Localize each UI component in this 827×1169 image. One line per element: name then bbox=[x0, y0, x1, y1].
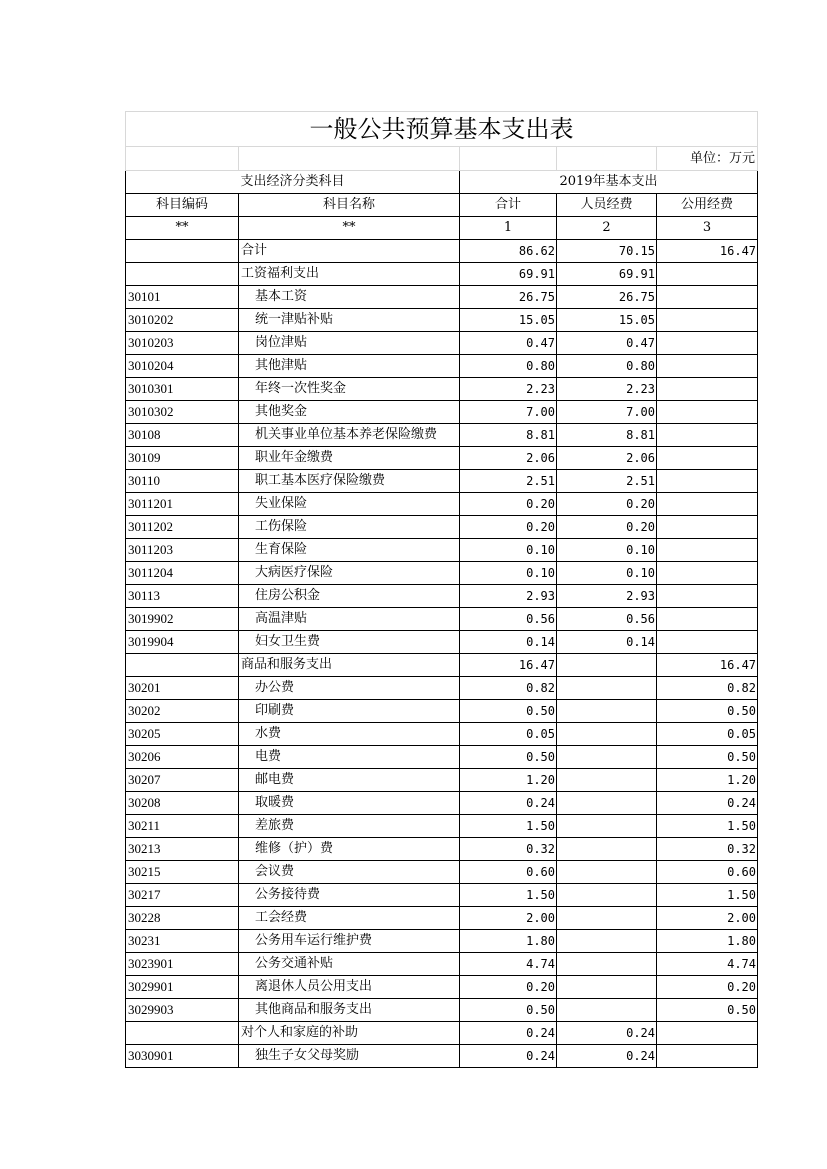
row-public bbox=[657, 1022, 758, 1045]
table-row bbox=[126, 562, 758, 585]
row-total: 86.62 bbox=[460, 240, 557, 263]
row-name: 生育保险 bbox=[239, 539, 460, 562]
row-name: 住房公积金 bbox=[239, 585, 460, 608]
row-public bbox=[657, 1045, 758, 1068]
row-public bbox=[657, 516, 758, 539]
row-public: 0.05 bbox=[657, 723, 758, 746]
row-total: 0.50 bbox=[460, 700, 557, 723]
row-total: 1.20 bbox=[460, 769, 557, 792]
row-name: 年终一次性奖金 bbox=[239, 378, 460, 401]
row-personnel bbox=[557, 930, 657, 953]
row-public bbox=[657, 585, 758, 608]
index-personnel: 2 bbox=[557, 217, 657, 240]
row-name: 其他奖金 bbox=[239, 401, 460, 424]
row-total: 0.47 bbox=[460, 332, 557, 355]
table-row bbox=[126, 999, 758, 1022]
table-row bbox=[126, 815, 758, 838]
row-total: 69.91 bbox=[460, 263, 557, 286]
row-public bbox=[657, 286, 758, 309]
row-personnel: 0.24 bbox=[557, 1022, 657, 1045]
row-total: 7.00 bbox=[460, 401, 557, 424]
row-personnel bbox=[557, 700, 657, 723]
row-public: 0.20 bbox=[657, 976, 758, 999]
row-total: 0.20 bbox=[460, 516, 557, 539]
row-personnel: 0.20 bbox=[557, 493, 657, 516]
row-name: 公务接待费 bbox=[239, 884, 460, 907]
row-total: 16.47 bbox=[460, 654, 557, 677]
row-public bbox=[657, 309, 758, 332]
row-code: 30101 bbox=[126, 286, 239, 309]
index-total: 1 bbox=[460, 217, 557, 240]
row-public: 1.80 bbox=[657, 930, 758, 953]
row-public: 4.74 bbox=[657, 953, 758, 976]
row-public bbox=[657, 608, 758, 631]
header-personnel: 人员经费 bbox=[557, 194, 657, 217]
table-row bbox=[126, 1022, 758, 1045]
row-total: 0.80 bbox=[460, 355, 557, 378]
row-personnel bbox=[557, 746, 657, 769]
row-personnel: 70.15 bbox=[557, 240, 657, 263]
table-row bbox=[126, 631, 758, 654]
row-total: 0.24 bbox=[460, 1045, 557, 1068]
table-row bbox=[126, 470, 758, 493]
empty-cell bbox=[557, 147, 657, 171]
row-personnel bbox=[557, 792, 657, 815]
table-row bbox=[126, 976, 758, 999]
unit-row bbox=[126, 147, 758, 171]
row-personnel: 0.56 bbox=[557, 608, 657, 631]
row-total: 0.82 bbox=[460, 677, 557, 700]
row-code bbox=[126, 1022, 239, 1045]
row-code: 30228 bbox=[126, 907, 239, 930]
row-personnel bbox=[557, 654, 657, 677]
table-row bbox=[126, 838, 758, 861]
row-personnel: 69.91 bbox=[557, 263, 657, 286]
table-row bbox=[126, 884, 758, 907]
row-total: 1.50 bbox=[460, 815, 557, 838]
row-code: 3010202 bbox=[126, 309, 239, 332]
row-personnel bbox=[557, 723, 657, 746]
row-personnel: 2.93 bbox=[557, 585, 657, 608]
row-public bbox=[657, 447, 758, 470]
row-code: 30206 bbox=[126, 746, 239, 769]
row-personnel bbox=[557, 907, 657, 930]
row-code: 30205 bbox=[126, 723, 239, 746]
row-name: 高温津贴 bbox=[239, 608, 460, 631]
row-code: 3010203 bbox=[126, 332, 239, 355]
row-code: 3030901 bbox=[126, 1045, 239, 1068]
row-public bbox=[657, 631, 758, 654]
row-personnel: 2.23 bbox=[557, 378, 657, 401]
row-name: 会议费 bbox=[239, 861, 460, 884]
row-personnel: 26.75 bbox=[557, 286, 657, 309]
row-code: 30215 bbox=[126, 861, 239, 884]
row-code: 30109 bbox=[126, 447, 239, 470]
row-code: 30208 bbox=[126, 792, 239, 815]
row-name: 基本工资 bbox=[239, 286, 460, 309]
row-name: 其他津贴 bbox=[239, 355, 460, 378]
row-public: 0.60 bbox=[657, 861, 758, 884]
row-total: 2.93 bbox=[460, 585, 557, 608]
row-public: 0.82 bbox=[657, 677, 758, 700]
table-row bbox=[126, 746, 758, 769]
row-code: 3019902 bbox=[126, 608, 239, 631]
row-personnel: 8.81 bbox=[557, 424, 657, 447]
row-code: 30213 bbox=[126, 838, 239, 861]
header-row-group bbox=[126, 171, 758, 194]
table-row bbox=[126, 654, 758, 677]
table-row bbox=[126, 424, 758, 447]
budget-table bbox=[125, 111, 758, 1068]
row-code: 3011204 bbox=[126, 562, 239, 585]
table-row bbox=[126, 263, 758, 286]
row-name: 工会经费 bbox=[239, 907, 460, 930]
index-public: 3 bbox=[657, 217, 758, 240]
row-code: 3023901 bbox=[126, 953, 239, 976]
table-row bbox=[126, 240, 758, 263]
row-code: 30217 bbox=[126, 884, 239, 907]
table-row bbox=[126, 378, 758, 401]
row-total: 0.24 bbox=[460, 792, 557, 815]
table-row bbox=[126, 861, 758, 884]
row-personnel bbox=[557, 861, 657, 884]
row-public: 16.47 bbox=[657, 240, 758, 263]
row-personnel bbox=[557, 884, 657, 907]
row-personnel: 0.20 bbox=[557, 516, 657, 539]
row-total: 0.20 bbox=[460, 976, 557, 999]
row-public: 0.50 bbox=[657, 746, 758, 769]
row-public bbox=[657, 539, 758, 562]
row-name: 职工基本医疗保险缴费 bbox=[239, 470, 460, 493]
row-name: 大病医疗保险 bbox=[239, 562, 460, 585]
table-row bbox=[126, 539, 758, 562]
row-code: 3019904 bbox=[126, 631, 239, 654]
row-personnel: 2.06 bbox=[557, 447, 657, 470]
row-total: 0.50 bbox=[460, 999, 557, 1022]
table-row bbox=[126, 953, 758, 976]
table-row bbox=[126, 907, 758, 930]
row-total: 2.23 bbox=[460, 378, 557, 401]
row-total: 0.10 bbox=[460, 562, 557, 585]
row-public: 16.47 bbox=[657, 654, 758, 677]
row-code: 30113 bbox=[126, 585, 239, 608]
row-public: 1.20 bbox=[657, 769, 758, 792]
row-name: 印刷费 bbox=[239, 700, 460, 723]
row-code: 3011202 bbox=[126, 516, 239, 539]
table-row bbox=[126, 930, 758, 953]
table-row bbox=[126, 447, 758, 470]
table-row bbox=[126, 493, 758, 516]
empty-cell bbox=[126, 147, 239, 171]
table-row bbox=[126, 401, 758, 424]
row-personnel: 15.05 bbox=[557, 309, 657, 332]
table-row bbox=[126, 677, 758, 700]
row-name: 合计 bbox=[239, 240, 460, 263]
row-public: 2.00 bbox=[657, 907, 758, 930]
row-code: 30202 bbox=[126, 700, 239, 723]
row-public: 0.50 bbox=[657, 999, 758, 1022]
row-total: 26.75 bbox=[460, 286, 557, 309]
row-code: 30211 bbox=[126, 815, 239, 838]
row-total: 2.51 bbox=[460, 470, 557, 493]
row-code: 30231 bbox=[126, 930, 239, 953]
row-personnel bbox=[557, 999, 657, 1022]
row-public bbox=[657, 263, 758, 286]
table-row bbox=[126, 769, 758, 792]
row-code: 30201 bbox=[126, 677, 239, 700]
row-name: 失业保险 bbox=[239, 493, 460, 516]
row-name: 差旅费 bbox=[239, 815, 460, 838]
row-personnel: 0.10 bbox=[557, 539, 657, 562]
row-name: 水费 bbox=[239, 723, 460, 746]
row-name: 其他商品和服务支出 bbox=[239, 999, 460, 1022]
row-total: 0.05 bbox=[460, 723, 557, 746]
row-public bbox=[657, 424, 758, 447]
row-code bbox=[126, 263, 239, 286]
budget-sheet bbox=[125, 111, 757, 1068]
row-name: 对个人和家庭的补助 bbox=[239, 1022, 460, 1045]
row-total: 0.50 bbox=[460, 746, 557, 769]
unit-label: 单位：万元 bbox=[657, 147, 758, 171]
row-public bbox=[657, 401, 758, 424]
row-total: 0.60 bbox=[460, 861, 557, 884]
row-public bbox=[657, 378, 758, 401]
table-row bbox=[126, 585, 758, 608]
header-row-index bbox=[126, 217, 758, 240]
row-total: 1.50 bbox=[460, 884, 557, 907]
table-row bbox=[126, 700, 758, 723]
table-row bbox=[126, 1045, 758, 1068]
row-code: 3011203 bbox=[126, 539, 239, 562]
row-personnel bbox=[557, 976, 657, 999]
header-public: 公用经费 bbox=[657, 194, 758, 217]
row-personnel: 0.10 bbox=[557, 562, 657, 585]
row-code: 3011201 bbox=[126, 493, 239, 516]
row-code: 3010204 bbox=[126, 355, 239, 378]
table-row bbox=[126, 309, 758, 332]
row-total: 2.00 bbox=[460, 907, 557, 930]
table-row bbox=[126, 355, 758, 378]
row-name: 妇女卫生费 bbox=[239, 631, 460, 654]
row-name: 办公费 bbox=[239, 677, 460, 700]
row-name: 邮电费 bbox=[239, 769, 460, 792]
header-total: 合计 bbox=[460, 194, 557, 217]
index-name: ** bbox=[239, 217, 460, 240]
table-row bbox=[126, 608, 758, 631]
row-name: 工伤保险 bbox=[239, 516, 460, 539]
row-name: 工资福利支出 bbox=[239, 263, 460, 286]
header-year-group: 2019年基本支出 bbox=[460, 171, 758, 194]
index-code: ** bbox=[126, 217, 239, 240]
row-personnel: 0.24 bbox=[557, 1045, 657, 1068]
row-public: 0.50 bbox=[657, 700, 758, 723]
row-total: 4.74 bbox=[460, 953, 557, 976]
row-total: 8.81 bbox=[460, 424, 557, 447]
row-code: 30110 bbox=[126, 470, 239, 493]
row-personnel: 7.00 bbox=[557, 401, 657, 424]
row-code: 3010301 bbox=[126, 378, 239, 401]
row-total: 1.80 bbox=[460, 930, 557, 953]
header-row-columns bbox=[126, 194, 758, 217]
row-public bbox=[657, 355, 758, 378]
table-row bbox=[126, 286, 758, 309]
row-personnel bbox=[557, 769, 657, 792]
row-public bbox=[657, 332, 758, 355]
row-public: 0.24 bbox=[657, 792, 758, 815]
table-row bbox=[126, 516, 758, 539]
row-code bbox=[126, 654, 239, 677]
row-name: 统一津贴补贴 bbox=[239, 309, 460, 332]
row-total: 0.10 bbox=[460, 539, 557, 562]
row-code: 30108 bbox=[126, 424, 239, 447]
row-total: 0.24 bbox=[460, 1022, 557, 1045]
row-public bbox=[657, 562, 758, 585]
row-personnel bbox=[557, 953, 657, 976]
row-personnel: 2.51 bbox=[557, 470, 657, 493]
header-name: 科目名称 bbox=[239, 194, 460, 217]
row-total: 0.14 bbox=[460, 631, 557, 654]
row-personnel bbox=[557, 677, 657, 700]
row-name: 独生子女父母奖励 bbox=[239, 1045, 460, 1068]
row-code: 3029901 bbox=[126, 976, 239, 999]
table-row bbox=[126, 332, 758, 355]
row-name: 商品和服务支出 bbox=[239, 654, 460, 677]
row-total: 0.20 bbox=[460, 493, 557, 516]
row-name: 公务交通补贴 bbox=[239, 953, 460, 976]
row-name: 维修（护）费 bbox=[239, 838, 460, 861]
row-personnel: 0.80 bbox=[557, 355, 657, 378]
row-public: 0.32 bbox=[657, 838, 758, 861]
row-code: 3010302 bbox=[126, 401, 239, 424]
row-name: 职业年金缴费 bbox=[239, 447, 460, 470]
header-code: 科目编码 bbox=[126, 194, 239, 217]
table-title: 一般公共预算基本支出表 bbox=[126, 112, 758, 147]
row-name: 机关事业单位基本养老保险缴费 bbox=[239, 424, 460, 447]
row-personnel bbox=[557, 815, 657, 838]
row-personnel: 0.47 bbox=[557, 332, 657, 355]
row-name: 岗位津贴 bbox=[239, 332, 460, 355]
row-code: 3029903 bbox=[126, 999, 239, 1022]
empty-cell bbox=[460, 147, 557, 171]
empty-cell bbox=[239, 147, 460, 171]
row-personnel: 0.14 bbox=[557, 631, 657, 654]
row-name: 取暖费 bbox=[239, 792, 460, 815]
row-public bbox=[657, 470, 758, 493]
row-name: 电费 bbox=[239, 746, 460, 769]
row-personnel bbox=[557, 838, 657, 861]
row-total: 0.56 bbox=[460, 608, 557, 631]
table-row bbox=[126, 723, 758, 746]
row-public: 1.50 bbox=[657, 884, 758, 907]
header-category: 支出经济分类科目 bbox=[126, 171, 460, 194]
row-code: 30207 bbox=[126, 769, 239, 792]
row-total: 2.06 bbox=[460, 447, 557, 470]
row-name: 公务用车运行维护费 bbox=[239, 930, 460, 953]
table-row bbox=[126, 792, 758, 815]
row-public: 1.50 bbox=[657, 815, 758, 838]
row-total: 0.32 bbox=[460, 838, 557, 861]
row-total: 15.05 bbox=[460, 309, 557, 332]
row-public bbox=[657, 493, 758, 516]
title-row bbox=[126, 112, 758, 147]
row-name: 离退休人员公用支出 bbox=[239, 976, 460, 999]
row-code bbox=[126, 240, 239, 263]
